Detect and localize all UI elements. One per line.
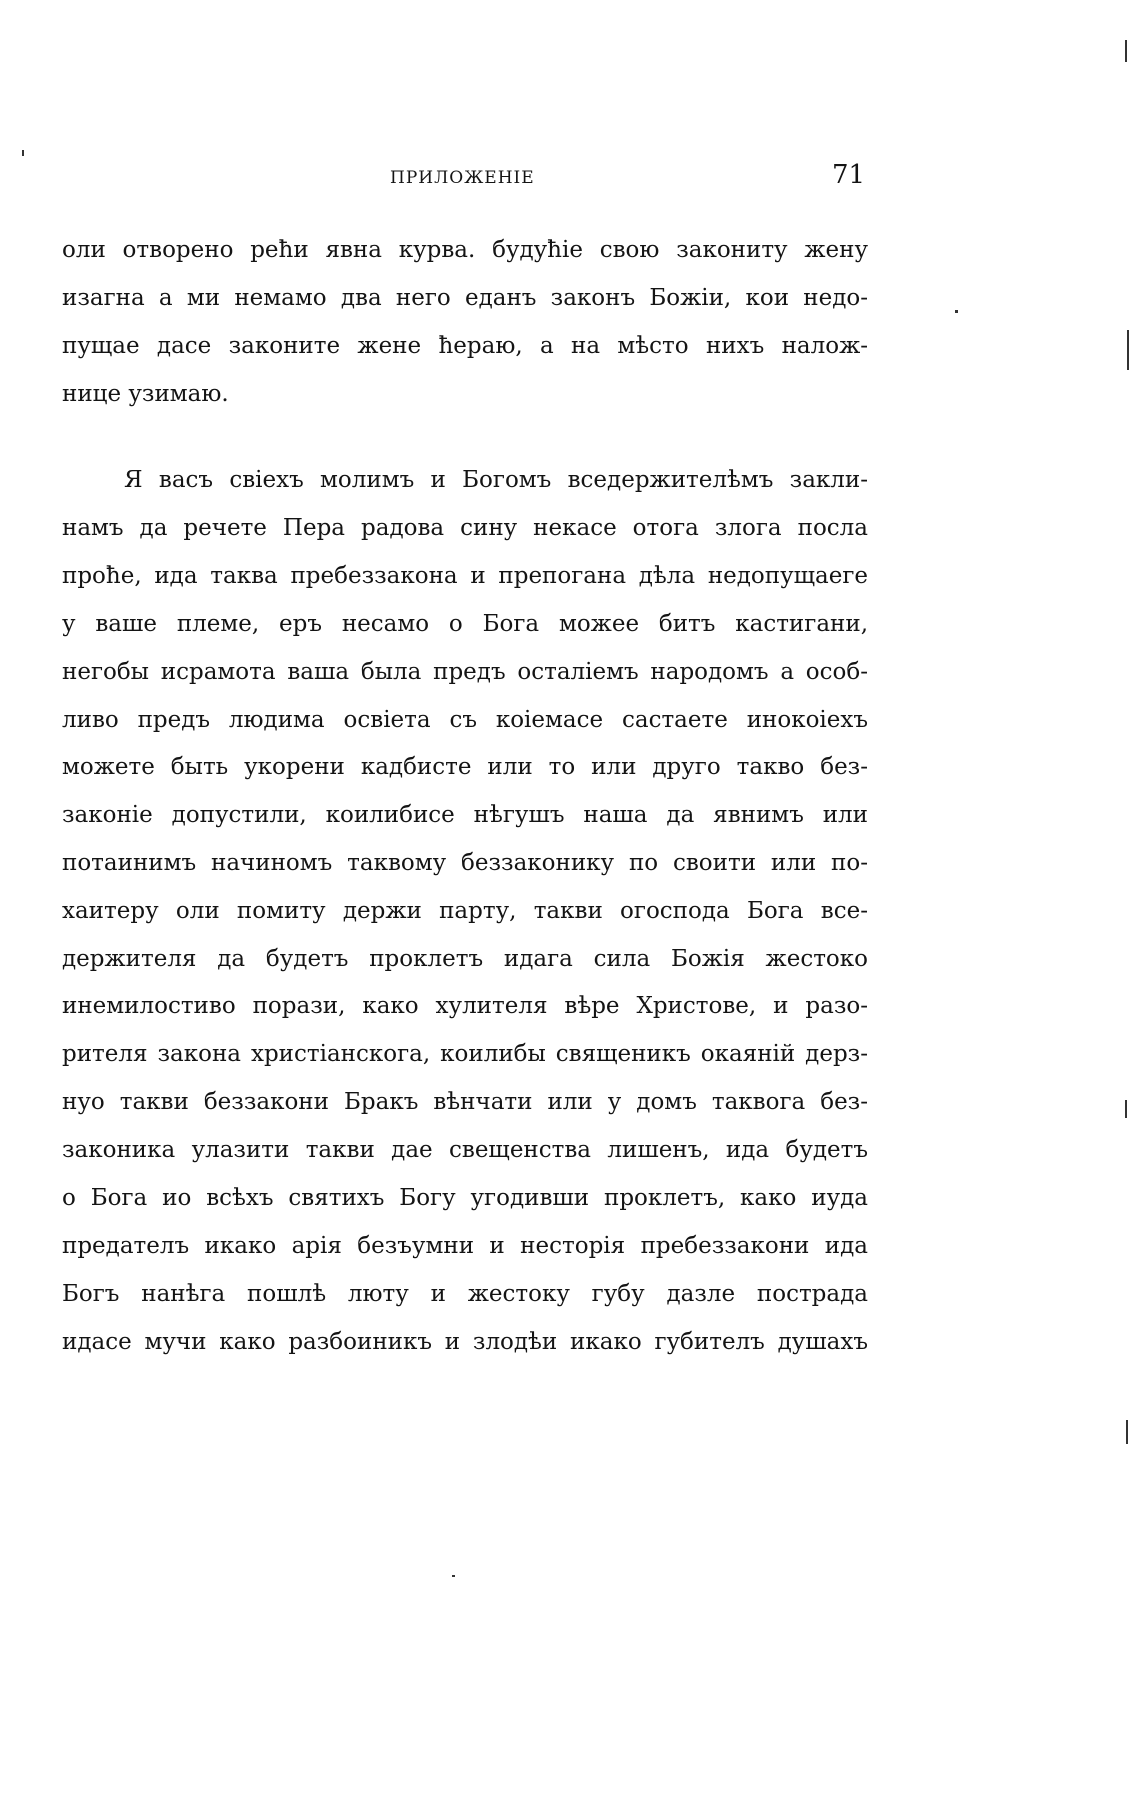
text-line: пущае дасе законите жене ħераю, а на мѣсто нихъ налож- <box>62 333 868 359</box>
running-head: ПРИЛОЖЕНІЕ <box>390 168 535 188</box>
text-line: законика улазити такви дае свещенства лишенъ, ида будетъ <box>62 1137 868 1163</box>
scan-mark <box>1125 40 1127 62</box>
text-line: намъ да речете Пера радова сину некасе отога злога посла <box>62 515 868 541</box>
text-line: оли отворено реħи явна курва. будуħіе свою закониту жену <box>62 237 868 263</box>
scan-mark <box>1125 1100 1127 1118</box>
text-line: нуо такви беззакони Бракъ вѣнчати или у домъ таквога без- <box>62 1089 868 1115</box>
scan-mark <box>1126 1420 1128 1444</box>
text-line: о Бога ио всѣхъ святихъ Богу угодивши проклетъ, како иуда <box>62 1185 868 1211</box>
text-line: Я васъ свіехъ молимъ и Богомъ вседержителѣмъ закли- <box>124 467 868 493</box>
text-line: нице узимаю. <box>62 381 229 407</box>
text-line: предателъ икако арія безъумни и несторія пребеззакони ида <box>62 1233 868 1259</box>
text-line: негобы исрамота ваша была предъ осталіемъ народомъ а особ- <box>62 659 868 685</box>
text-line: проħе, ида таква пребеззакона и препогана дѣла недопущаеге <box>62 563 868 589</box>
text-line: держителя да будетъ проклетъ идага сила Божія жестоко <box>62 946 868 972</box>
text-line: инемилостиво порази, како хулителя вѣре Христове, и разо- <box>62 993 868 1019</box>
text-line: идасе мучи како разбоиникъ и злодѣи икако губителъ душахъ <box>62 1329 868 1355</box>
text-line: у ваше племе, еръ несамо о Бога можее битъ кастигани, <box>62 611 868 637</box>
scan-mark <box>22 150 24 156</box>
scan-mark <box>452 1575 455 1577</box>
text-line: законіе допустили, коилибисе нѣгушъ наша да явнимъ или <box>62 802 868 828</box>
text-line: можете быть укорени кадбисте или то или друго такво без- <box>62 754 868 780</box>
text-line: потаинимъ начиномъ таквому беззаконику по своити или по- <box>62 850 868 876</box>
scan-mark <box>955 310 958 313</box>
text-line: хаитеру оли помиту держи парту, такви огоспода Бога все- <box>62 898 868 924</box>
text-line: ливо предъ людима освіета съ коіемасе састаете инокоіехъ <box>62 707 868 733</box>
scan-mark <box>1127 330 1129 370</box>
text-line: Богъ нанѣга пошлѣ люту и жестоку губу дазле пострада <box>62 1281 868 1307</box>
text-line: изагна а ми немамо два него еданъ законъ Божіи, кои недо- <box>62 285 868 311</box>
page-number: 71 <box>832 160 866 190</box>
text-line: рителя закона христіанскога, коилибы священикъ окаяній дерз- <box>62 1041 868 1067</box>
